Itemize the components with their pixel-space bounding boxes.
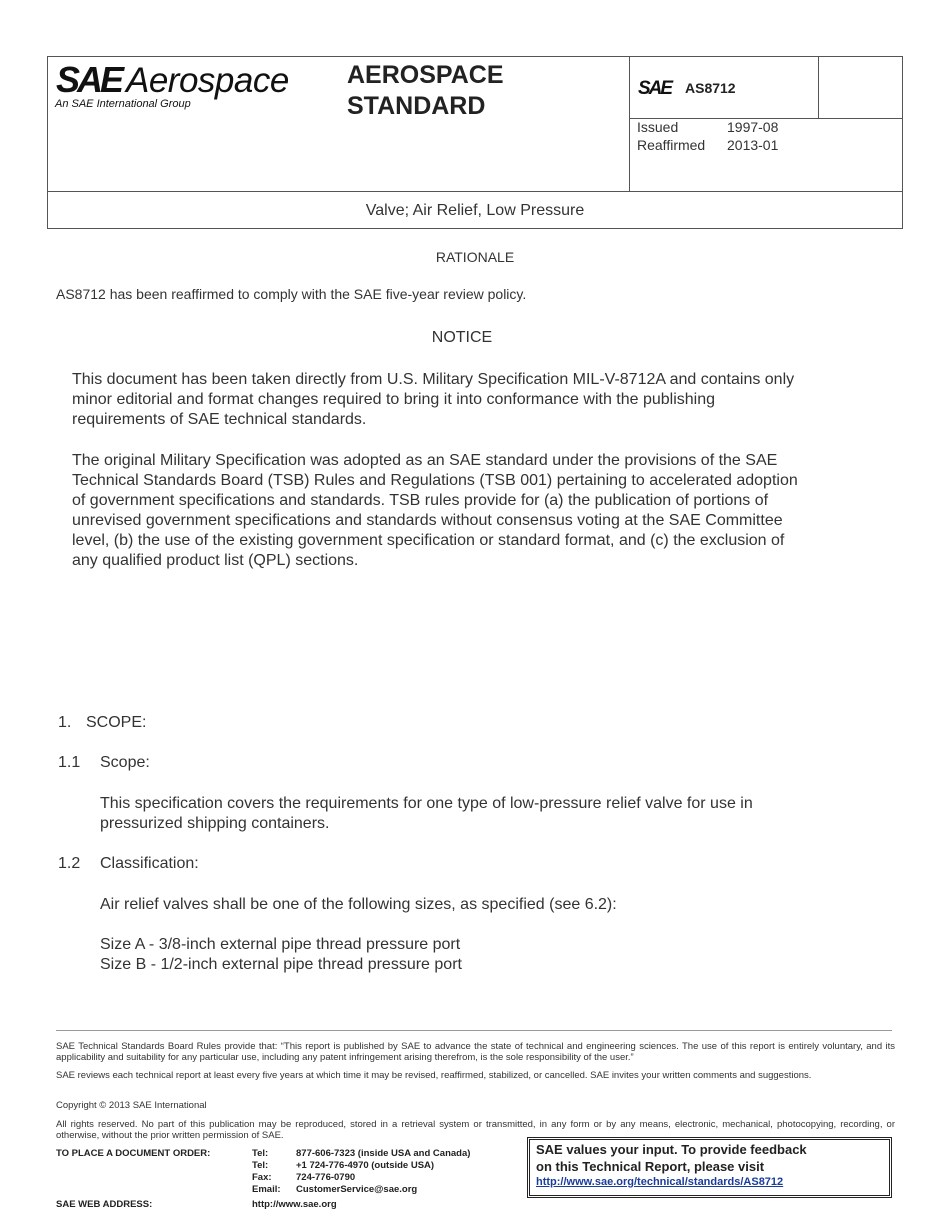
sae-logo-wordmark: Aerospace <box>126 61 289 100</box>
size-a: Size A - 3/8-inch external pipe thread pressure port <box>100 936 461 953</box>
sae-logo-mark: SAE <box>56 59 122 100</box>
fax-value: 724-776-0790 <box>296 1172 356 1183</box>
document-title: Valve; Air Relief, Low Pressure <box>365 202 585 219</box>
order-label: TO PLACE A DOCUMENT ORDER: <box>56 1148 211 1159</box>
footer-rule <box>56 1030 892 1031</box>
issued-date: 1997-08 <box>727 119 779 135</box>
paragraph-line: any qualified product list (QPL) sections. <box>72 552 359 569</box>
rationale-heading: RATIONALE <box>435 249 515 265</box>
header-divider <box>48 191 902 192</box>
paragraph-line: This document has been taken directly from U.S. Military Specification MIL-V-8712A and contains only <box>72 371 795 388</box>
header-divider <box>629 57 630 191</box>
email-label: Email: <box>252 1184 281 1195</box>
feedback-line-2: on this Technical Report, please visit <box>536 1159 765 1174</box>
paragraph-line: unrevised government specifications and standards without consensus voting at the SAE Committee <box>72 512 783 529</box>
notice-heading: NOTICE <box>431 329 493 346</box>
contact-labels <box>252 1148 281 1196</box>
contact-values <box>296 1148 470 1196</box>
reaffirmed-date: 2013-01 <box>727 137 779 153</box>
section-1-1-number: 1.1 <box>58 754 81 771</box>
web-address-label: SAE WEB ADDRESS: <box>56 1199 153 1210</box>
paragraph-line: of government specifications and standards. TSB rules provide for (a) the publication of portions of <box>72 492 769 509</box>
header-divider <box>818 57 819 118</box>
footer-review-policy: SAE reviews each technical report at least every five years at which time it may be revised, reaffirmed, stabilized, or cancelled. SAE invites your written comments and suggestions. <box>56 1070 812 1081</box>
issued-label: Issued <box>637 119 679 135</box>
feedback-box <box>527 1137 892 1198</box>
rationale-text: AS8712 has been reaffirmed to comply with the SAE five-year review policy. <box>56 286 527 302</box>
fax-label: Fax: <box>252 1172 272 1183</box>
section-1-1-title: Scope: <box>100 754 150 771</box>
standard-type-line1: AEROSPACE <box>347 61 504 89</box>
section-1-1-text <box>100 794 753 834</box>
feedback-line-1: SAE values your input. To provide feedback <box>536 1142 807 1157</box>
notice-paragraph-1 <box>72 370 794 430</box>
header-box <box>47 56 903 229</box>
tel1-label: Tel: <box>252 1148 269 1159</box>
footer-copyright: Copyright © 2013 SAE International <box>56 1100 207 1111</box>
section-1-2-number: 1.2 <box>58 855 81 872</box>
section-1-title: SCOPE: <box>86 714 147 731</box>
tel2-value: +1 724-776-4970 (outside USA) <box>296 1160 435 1171</box>
paragraph-line: The original Military Specification was adopted as an SAE standard under the provisions of the SAE <box>72 452 778 469</box>
paragraph-line: pressurized shipping containers. <box>100 815 330 832</box>
footer-tsb-rules: SAE Technical Standards Board Rules provide that: “This report is published by SAE to advance the state of technical and engineering sciences. The use of this report is entirely voluntary, and its applicability and suitability for any particular use, including any patent infringement arising therefrom, is the sole responsibility of the user.” <box>56 1041 895 1063</box>
notice-paragraph-2 <box>72 451 798 571</box>
email-value: CustomerService@sae.org <box>296 1184 418 1195</box>
document-number: AS8712 <box>685 80 736 96</box>
tel1-value: 877-606-7323 (inside USA and Canada) <box>296 1148 471 1159</box>
paragraph-line: level, (b) the use of the existing government specification or standard format, and (c) the exclusion of <box>72 532 785 549</box>
section-1-2-text: Air relief valves shall be one of the following sizes, as specified (see 6.2): <box>100 896 617 913</box>
sae-logo-subtitle: An SAE International Group <box>55 98 191 110</box>
size-b: Size B - 1/2-inch external pipe thread pressure port <box>100 956 462 973</box>
reaffirmed-label: Reaffirmed <box>637 137 706 153</box>
section-1-2-title: Classification: <box>100 855 199 872</box>
standard-type <box>347 60 504 122</box>
tel2-label: Tel: <box>252 1160 269 1171</box>
standard-type-line2: STANDARD <box>347 92 486 120</box>
footer-rights: All rights reserved. No part of this publication may be reproduced, stored in a retrieval system or transmitted, in any form or by any means, electronic, mechanical, photocopying, recording, or otherwise, without the prior written permission of SAE. <box>56 1119 895 1141</box>
paragraph-line: Technical Standards Board (TSB) Rules and Regulations (TSB 001) pertaining to accelerated adoption <box>72 472 798 489</box>
paragraph-line: minor editorial and format changes required to bring it into conformance with the publishing <box>72 391 716 408</box>
sae-small-logo-icon: SAE <box>638 78 672 99</box>
section-1-number: 1. <box>58 714 72 731</box>
feedback-link[interactable]: http://www.sae.org/technical/standards/AS8712 <box>536 1176 784 1188</box>
paragraph-line: requirements of SAE technical standards. <box>72 411 367 428</box>
size-list <box>100 935 462 975</box>
paragraph-line: This specification covers the requirements for one type of low-pressure relief valve for use in <box>100 795 753 812</box>
web-address-value[interactable]: http://www.sae.org <box>252 1199 337 1210</box>
